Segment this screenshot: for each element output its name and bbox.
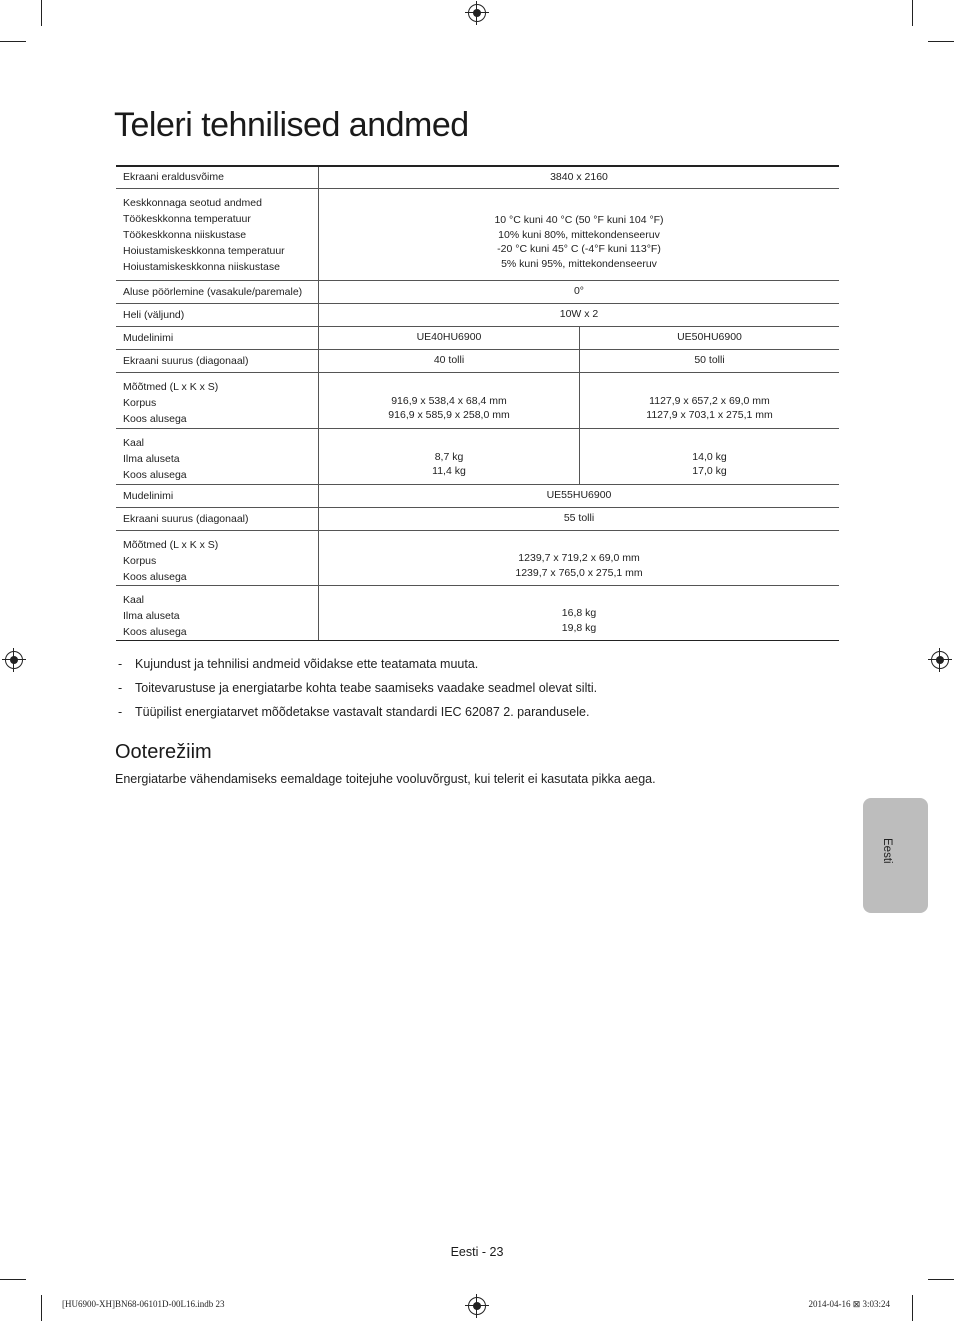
spec-value-line: 55 tolli: [563, 512, 595, 525]
spec-label-line: Mõõtmed (L x K x S): [123, 538, 219, 551]
spec-value-line: 8,7 kg: [434, 450, 464, 463]
crop-mark: [912, 1295, 913, 1321]
spec-value: [319, 349, 580, 372]
notes-list: [118, 656, 597, 728]
spec-label-line: Kaal: [123, 436, 145, 449]
spec-label-line: Ekraani eraldusvõime: [123, 171, 224, 184]
spec-value: [319, 530, 840, 585]
registration-mark-icon: [468, 4, 486, 22]
spec-value-line: UE40HU6900: [416, 331, 482, 344]
spec-value: [319, 428, 580, 484]
spec-label-line: Mõõtmed (L x K x S): [123, 380, 219, 393]
spec-value: [580, 428, 840, 484]
spec-value-line: 17,0 kg: [692, 465, 727, 477]
spec-label-line: Hoiustamiskeskkonna temperatuur: [123, 244, 285, 257]
spec-label-line: Hoiustamiskeskkonna niiskustase: [123, 260, 280, 273]
spec-value-line: 10W x 2: [559, 308, 599, 321]
spec-label-line: Ilma aluseta: [123, 452, 180, 465]
spec-row: [116, 372, 839, 428]
spec-label-line: Ekraani suurus (diagonaal): [123, 512, 249, 525]
footer-timestamp: 2014-04-16 ⊠ 3:03:24: [808, 1299, 890, 1309]
spec-value-line: 916,9 x 538,4 x 68,4 mm: [391, 394, 507, 407]
spec-value: [319, 280, 840, 303]
spec-row: [116, 484, 839, 507]
spec-label: [116, 484, 319, 507]
spec-label: [116, 585, 319, 640]
spec-value: [319, 585, 840, 640]
spec-label-line: Korpus: [123, 554, 157, 567]
spec-label-line: Mudelinimi: [123, 331, 174, 344]
spec-value: [319, 188, 840, 280]
spec-value-line: 916,9 x 585,9 x 258,0 mm: [388, 409, 510, 421]
spec-label-line: Töökeskkonna niiskustase: [123, 228, 247, 241]
spec-value-line: 3840 x 2160: [550, 171, 608, 183]
note-item: - Kujundust ja tehnilisi andmeid võidakse ette teatamata muuta.: [118, 657, 479, 671]
spec-value-line: UE50HU6900: [677, 331, 742, 344]
spec-value-line: 1239,7 x 765,0 x 275,1 mm: [515, 566, 643, 579]
spec-value-line: 40 tolli: [433, 354, 465, 367]
spec-value-line: 1127,9 x 703,1 x 275,1 mm: [646, 409, 773, 421]
spec-value-line: 50 tolli: [694, 354, 725, 367]
crop-mark: [41, 0, 42, 26]
spec-value: [319, 507, 840, 530]
spec-row: [116, 585, 839, 640]
spec-value-line: 14,0 kg: [692, 450, 727, 463]
spec-value-line: 11,4 kg: [432, 465, 466, 477]
spec-row: [116, 349, 839, 372]
spec-label: [116, 530, 319, 585]
crop-mark: [0, 1279, 26, 1280]
crop-mark: [912, 0, 913, 26]
spec-value-line: -20 °C kuni 45° C (-4°F kuni 113°F): [497, 243, 661, 255]
spec-row: [116, 166, 839, 188]
spec-value: [319, 372, 580, 428]
spec-label: [116, 188, 319, 280]
spec-label-line: Koos alusega: [123, 625, 187, 638]
spec-label: [116, 303, 319, 326]
spec-value-line: 10% kuni 80%, mittekondenseeruv: [498, 228, 660, 241]
page-title: Teleri tehnilised andmed: [114, 106, 469, 144]
spec-value: [580, 349, 840, 372]
spec-value-line: 1239,7 x 719,2 x 69,0 mm: [518, 552, 640, 564]
spec-value-line: 10 °C kuni 40 °C (50 °F kuni 104 °F): [494, 214, 664, 226]
spec-value: [580, 372, 840, 428]
spec-row: [116, 507, 839, 530]
registration-mark-icon: [5, 651, 23, 669]
spec-label-line: Koos alusega: [123, 412, 187, 425]
spec-label-line: Mudelinimi: [123, 489, 174, 502]
spec-row: [116, 326, 839, 349]
spec-value: [319, 166, 840, 188]
page-number: Eesti - 23: [450, 1245, 504, 1259]
spec-table: [116, 165, 839, 641]
spec-row: [116, 188, 839, 280]
footer-file: [HU6900-XH]BN68-06101D-00L16.indb 23: [62, 1299, 225, 1309]
spec-label-line: Koos alusega: [123, 468, 187, 481]
spec-value: [319, 484, 840, 507]
spec-row: [116, 303, 839, 326]
standby-text: Energiatarbe vähendamiseks eemaldage toitejuhe vooluvõrgust, kui telerit ei kasutata pikka aega.: [115, 772, 656, 786]
note-item: - Toitevarustuse ja energiatarbe kohta teabe saamiseks vaadake seadmel olevat silti.: [118, 681, 598, 695]
spec-label-line: Töökeskkonna temperatuur: [123, 212, 251, 225]
registration-mark-icon: [931, 651, 949, 669]
spec-label: [116, 349, 319, 372]
spec-label: [116, 507, 319, 530]
standby-heading: Ooterežiim: [115, 741, 212, 763]
language-tab-label: Eesti: [881, 838, 893, 864]
spec-label-line: Koos alusega: [123, 570, 187, 583]
spec-value-line: 1127,9 x 657,2 x 69,0 mm: [649, 394, 770, 407]
spec-row: [116, 428, 839, 484]
crop-mark: [928, 41, 954, 42]
spec-value-line: 0°: [573, 285, 585, 298]
spec-label-line: Keskkonnaga seotud andmed: [123, 196, 262, 209]
spec-row: [116, 280, 839, 303]
registration-mark-icon: [468, 1297, 486, 1315]
spec-label-line: Heli (väljund): [123, 308, 185, 321]
spec-value: [319, 303, 840, 326]
spec-value-line: 16,8 kg: [561, 607, 597, 619]
spec-label: [116, 326, 319, 349]
spec-row: [116, 530, 839, 585]
note-item: - Tüüpilist energiatarvet mõõdetakse vastavalt standardi IEC 62087 2. parandusele.: [118, 705, 590, 719]
crop-mark: [41, 1295, 42, 1321]
spec-label: [116, 280, 319, 303]
crop-mark: [928, 1279, 954, 1280]
spec-label: [116, 166, 319, 188]
spec-value-line: UE55HU6900: [546, 489, 612, 502]
spec-label-line: Ekraani suurus (diagonaal): [123, 354, 249, 367]
spec-value: [580, 326, 840, 349]
spec-label: [116, 428, 319, 484]
language-tab: [863, 798, 928, 913]
spec-label-line: Ilma aluseta: [123, 609, 180, 622]
spec-value-line: 19,8 kg: [561, 621, 597, 634]
spec-label-line: Aluse pöörlemine (vasakule/paremale): [123, 285, 303, 298]
crop-mark: [0, 41, 26, 42]
spec-value: [319, 326, 580, 349]
spec-label: [116, 372, 319, 428]
spec-label-line: Korpus: [123, 396, 157, 409]
spec-label-line: Kaal: [123, 593, 145, 606]
spec-value-line: 5% kuni 95%, mittekondenseeruv: [501, 257, 657, 270]
